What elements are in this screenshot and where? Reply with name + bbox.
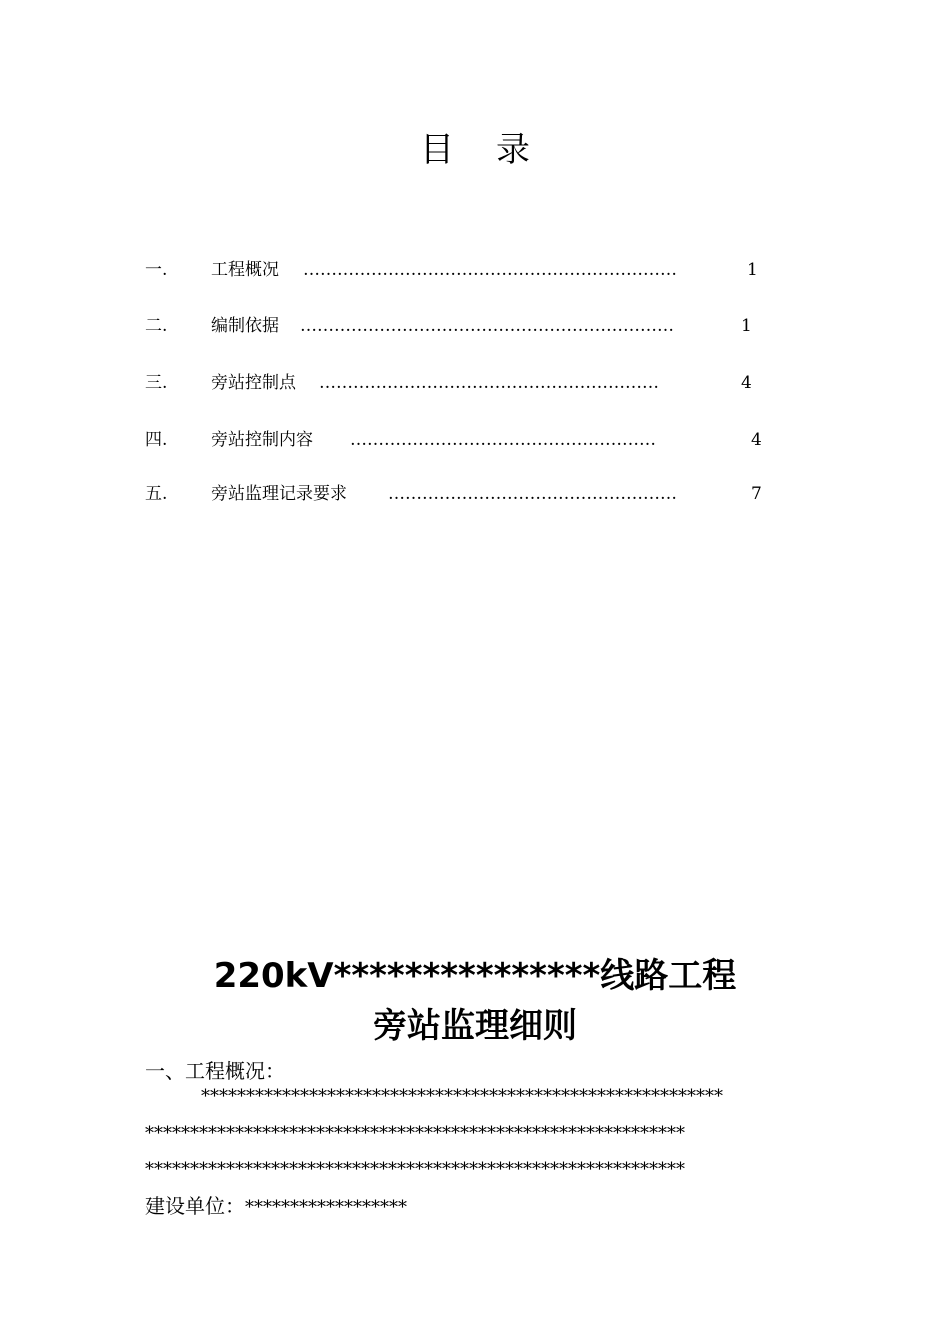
toc-entry-page: 1 — [747, 260, 758, 280]
owner-label: 建设单位： — [145, 1194, 245, 1218]
section-heading: 一、工程概况： — [145, 1059, 285, 1083]
toc-entry[interactable] — [0, 370, 950, 396]
toc-entry-page: 4 — [751, 430, 762, 450]
owner-line — [145, 1192, 407, 1222]
toc-entry[interactable] — [0, 481, 950, 507]
body-line: ********************************************************** — [201, 1086, 723, 1107]
document-subtitle: 旁站监理细则 — [373, 1006, 577, 1046]
toc-entry[interactable] — [0, 257, 950, 283]
toc-entry-page: 7 — [751, 484, 762, 504]
toc-entry-label: 工程概况 — [211, 260, 279, 280]
toc-entry-page: 1 — [741, 316, 752, 336]
toc-entry-number: 三. — [145, 373, 168, 393]
toc-entry-number: 四. — [145, 430, 168, 450]
toc-entry-leader: …………………………………………………… — [319, 373, 659, 393]
toc-entry-label: 编制依据 — [211, 316, 279, 336]
toc-entry[interactable] — [0, 313, 950, 339]
toc-title: 目录 — [420, 130, 572, 170]
toc-entry-label: 旁站监理记录要求 — [211, 484, 347, 504]
body-line: ************************************************************ — [145, 1123, 685, 1144]
toc-entry-leader: …………………………………………… — [388, 484, 677, 504]
toc-entry-leader: ……………………………………………… — [350, 430, 656, 450]
toc-entry-number: 二. — [145, 316, 168, 336]
toc-entry[interactable] — [0, 427, 950, 453]
toc-entry-leader: ………………………………………………………… — [300, 316, 674, 336]
toc-entry-page: 4 — [741, 373, 752, 393]
toc-entry-number: 一. — [145, 260, 168, 280]
toc-entry-leader: ………………………………………………………… — [303, 260, 677, 280]
document-title: 220kV***************线路工程 — [213, 956, 737, 996]
toc-entry-label: 旁站控制点 — [211, 373, 296, 393]
toc-entry-number: 五. — [145, 484, 168, 504]
body-line: ************************************************************ — [145, 1159, 685, 1180]
owner-value: ****************** — [245, 1197, 407, 1218]
toc-entry-label: 旁站控制内容 — [211, 430, 313, 450]
